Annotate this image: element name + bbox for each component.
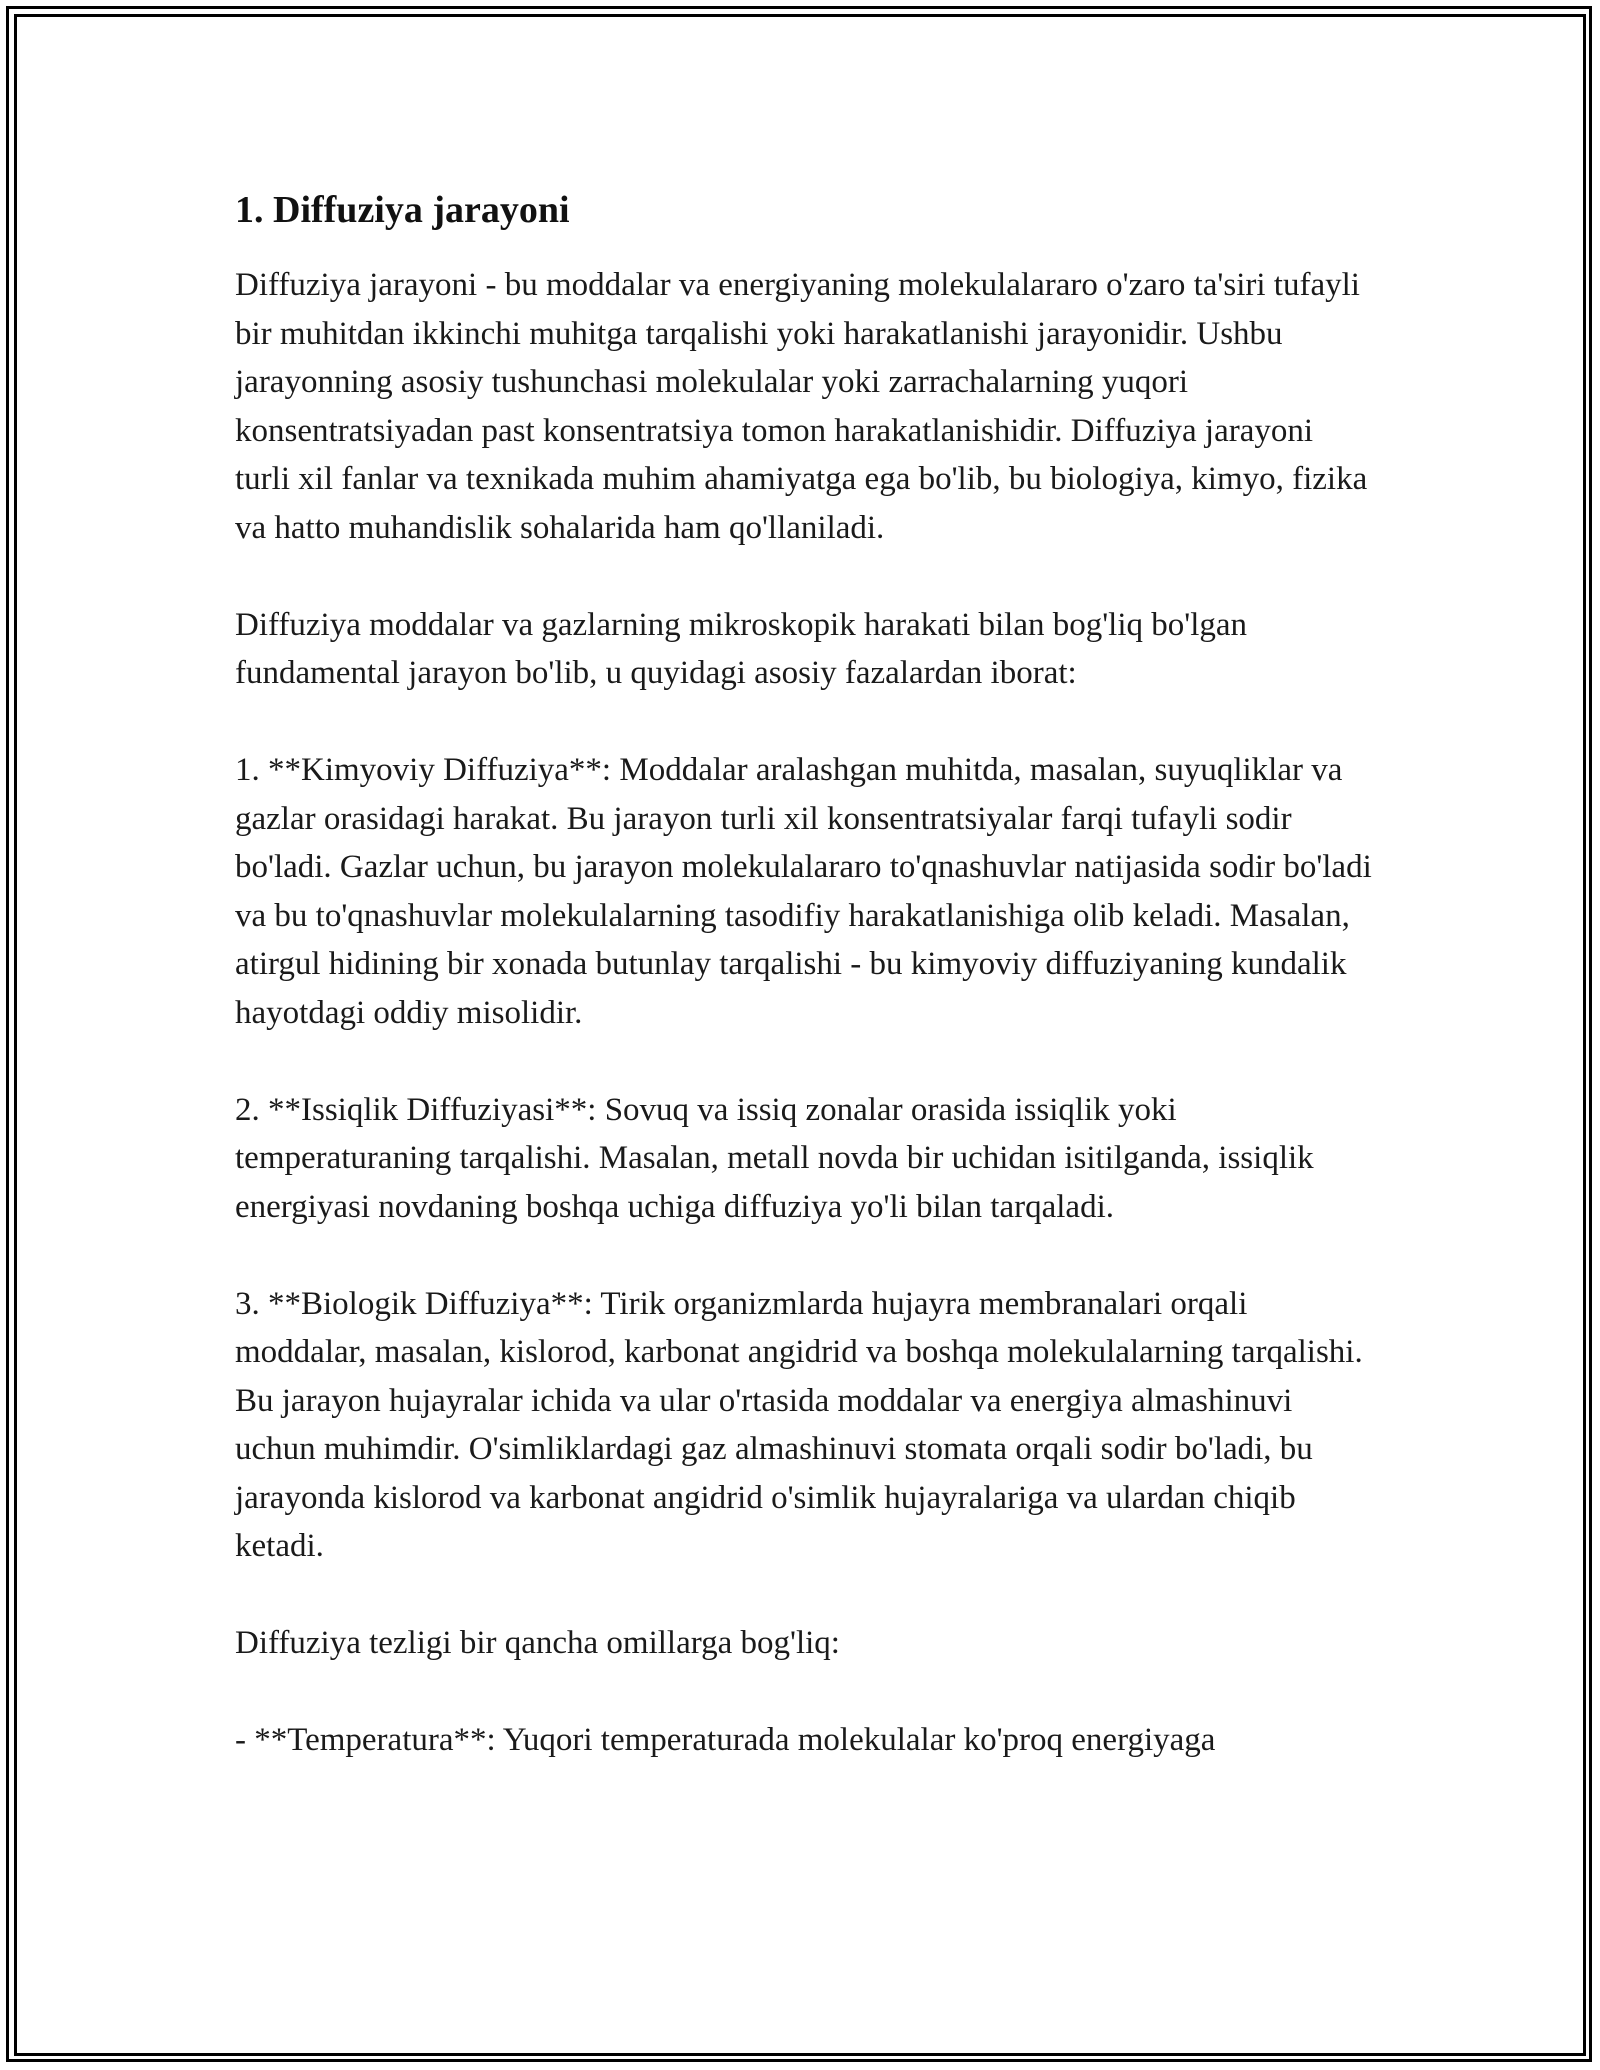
paragraph-rate-factors: Diffuziya tezligi bir qancha omillarga bog'liq: <box>235 1625 840 1661</box>
section-heading: 1. Diffuziya jarayoni <box>235 189 570 231</box>
paragraph-fundamental: Diffuziya moddalar va gazlarning mikroskopik harakati bilan bog'liq bo'lgan fundamental jarayon bo'lib, u quyidagi asosiy fazalardan iborat: <box>235 606 1248 691</box>
document-body <box>235 185 1375 1813</box>
list-item-biological-diffusion: 3. **Biologik Diffuziya**: Tirik organizmlarda hujayra membranalari orqali moddalar, masalan, kislorod, karbonat angidrid va boshqa molekulalarning tarqalishi. Bu jarayon hujayralar ichida va ular o'rtasida moddalar va energiya almashinuvi uchun muhimdir. O'simliklardagi gaz almashinuvi stomata orqali sodir bo'ladi, bu jarayonda kislorod va karbonat angidrid o'simlik hujayralariga va ulardan chiqib ketadi. <box>235 1285 1363 1564</box>
list-item-thermal-diffusion: 2. **Issiqlik Diffuziyasi**: Sovuq va issiq zonalar orasida issiqlik yoki temperaturaning tarqalishi. Masalan, metall novda bir uchidan isitilganda, issiqlik energiyasi novdaning boshqa uchiga diffuziya yo'li bilan tarqaladi. <box>235 1091 1314 1225</box>
list-item-temperature: - **Temperatura**: Yuqori temperaturada molekulalar ko'proq energiyaga <box>235 1722 1216 1758</box>
list-item-chemical-diffusion: 1. **Kimyoviy Diffuziya**: Moddalar aralashgan muhitda, masalan, suyuqliklar va gazlar orasidagi harakat. Bu jarayon turli xil konsentratsiyalar farqi tufayli sodir bo'ladi. Gazlar uchun, bu jarayon molekulalararo to'qnashuvlar natijasida sodir bo'ladi va bu to'qnashuvlar molekulalarning tasodifiy harakatlanishiga olib keladi. Masalan, atirgul hidining bir xonada butunlay tarqalishi - bu kimyoviy diffuziyaning kundalik hayotdagi oddiy misolidir. <box>235 752 1372 1031</box>
paragraph-intro: Diffuziya jarayoni - bu moddalar va energiyaning molekulalararo o'zaro ta'siri tufayli bir muhitdan ikkinchi muhitga tarqalishi yoki harakatlanishi jarayonidir. Ushbu jarayonning asosiy tushunchasi molekulalar yoki zarrachalarning yuqori konsentratsiyadan past konsentratsiya tomon harakatlanishidir. Diffuziya jarayoni turli xil fanlar va texnikada muhim ahamiyatga ega bo'lib, bu biologiya, kimyo, fizika va hatto muhandislik sohalarida ham qo'llaniladi. <box>235 267 1368 546</box>
